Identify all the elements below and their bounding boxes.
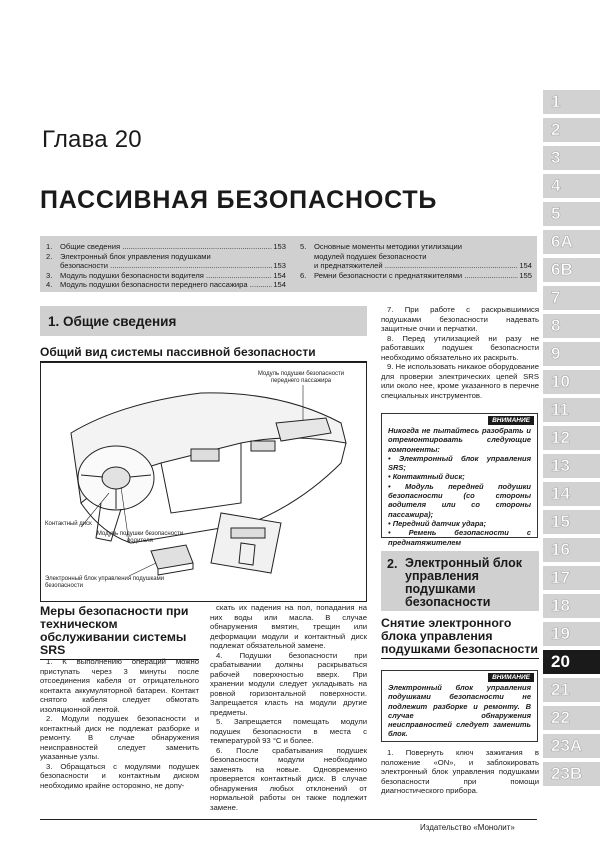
toc-entry-title: Ремни безопасности с преднатяжителями ..... [314,271,518,281]
chapter-tab-15[interactable] [543,510,600,534]
chapter-tab-label: 6B [551,260,573,279]
chapter-tab-label: 1 [551,92,561,111]
paragraph: 3. Обращаться с модулями подушек безопасности и контактным диском необходимо крайне осторожно, не допу- [40,761,199,790]
toc-entry-page: 154 [519,261,532,271]
chapter-title: ПАССИВНАЯ БЕЗОПАСНОСТЬ [40,186,438,214]
chapter-tab-label: 17 [551,568,570,587]
chapter-tab-label: 23B [551,764,583,783]
chapter-tab-label: 2 [551,120,561,139]
text-column-c [381,305,539,400]
paragraph: • Передний датчик удара; [388,518,487,528]
toc-entry-title: Общие сведения ..... [60,242,272,252]
chapter-tab-22[interactable] [543,706,600,730]
chapter-tab-label: 21 [551,680,570,699]
label-driver-module: Модуль подушки безопасности водителя [96,531,184,544]
chapter-tab-11[interactable] [543,398,600,422]
warning-badge: ВНИМАНИЕ [488,416,534,425]
chapter-tab-2[interactable] [543,118,600,142]
paragraph: 4. Подушки безопасности при срабатывании должны раскрываться рабочей поверхностью вверх. При хранении модули следует укладывать на ровной горизонтальной поверхности. Запрещается класть на модули другие предметы. [210,650,367,717]
toc-entry-title: Электронный блок управления подушками [60,251,211,261]
toc-entry-number: 2. [46,251,53,261]
chapter-tab-3[interactable] [543,146,600,170]
table-of-contents [40,236,537,292]
toc-entry [300,261,532,271]
paragraph: скать их падения на пол, попадания на них воды или масла. В случае обнаружения вмятин, трещин или деформации модули и контактный диск подлежат обязательной замене. [210,603,367,650]
figure-title-text: Общий вид системы пассивной безопасности [40,345,316,359]
ecu-title-rule [381,658,539,659]
chapter-tab-9[interactable] [543,342,600,366]
chapter-tab-label: 8 [551,316,561,335]
paragraph: • Модуль передней подушки безопасности (со стороны водителя или со стороны пассажира); [388,481,531,519]
toc-entry [46,261,286,271]
warning-box-components [381,413,538,547]
ecu-removal-title [381,617,539,659]
section-heading-general [40,306,367,336]
chapter-tab-18[interactable] [543,594,600,618]
toc-right-column [300,242,532,280]
toc-entry-title: безопасности ..... [60,261,272,271]
toc-entry-title: модулей подушек безопасности [314,251,427,261]
chapter-tab-label: 7 [551,288,561,307]
chapter-tab-label: 13 [551,456,570,475]
paragraph: 1. Повернуть ключ зажигания в положение «ON», и заблокировать электронный блок управления подушками безопасности при помощи диагностического прибора. [381,748,539,795]
chapter-tab-13[interactable] [543,454,600,478]
label-contact-disc: Контактный диск [45,521,92,527]
toc-entry-title: Модуль подушки безопасности переднего пассажира ..... [60,280,272,290]
toc-entry-number: 5. [300,242,307,251]
chapter-tab-21[interactable] [543,678,600,702]
section-number: 2. [387,557,398,571]
chapter-tab-label: 23A [551,736,583,755]
chapter-tab-label: 15 [551,512,570,531]
warning-text [388,683,531,739]
paragraph: • Ремень безопасности с преднатяжителем [388,528,531,547]
section-heading-text: 1. Общие сведения [48,314,177,329]
chapter-tab-23b[interactable] [543,762,600,786]
chapter-tab-label: 18 [551,596,570,615]
paragraph: 6. После срабатывания подушек безопасности модули необходимо заменять на новые. Одновременно проверяется контактный диск. В случае обнаружения любых отклонений от нормальной работы он также подлежит замене. [210,745,367,812]
toc-entry [300,242,532,252]
toc-entry-page: 154 [273,280,286,290]
toc-left-column [46,242,286,290]
safety-measures-title-text: Меры безопасности при техническом обслуживании системы SRS [40,604,189,657]
label-ecu: Электронный блок управления подушками безопасности [45,576,165,589]
paragraph: 2. Модули подушек безопасности и контактный диск не подлежат разборке и ремонту. В случае обнаружения неисправностей следует заменить указанные узлы. [40,714,199,761]
toc-entry [46,242,286,252]
dashboard-illustration [41,363,365,600]
toc-entry-number [300,252,314,262]
chapter-tab-label: 9 [551,344,561,363]
text-column-a [40,657,199,790]
toc-entry-number [300,261,314,271]
chapter-tab-17[interactable] [543,566,600,590]
paragraph: 9. Не использовать никакое оборудование для проверки электрических цепей SRS или около нее, кроме указанного в перечне специальных инструментов. [381,362,539,400]
chapter-tab-label: 14 [551,484,570,503]
chapter-tab-12[interactable] [543,426,600,450]
paragraph: 8. Перед утилизацией ни разу не работавших подушек безопасности необходимо обязательно их раскрыть. [381,333,539,362]
toc-entry-title: Модуль подушки безопасности водителя ..... [60,271,272,281]
chapter-tab-label: 6A [551,232,573,251]
toc-entry-number: 4. [46,280,53,290]
toc-entry-page: 153 [273,261,286,271]
warning-paragraph: Электронный блок управления подушками безопасности не подлежит разборке и ремонту. В случае обнаружения неисправностей следует заменить блок. [388,683,531,739]
chapter-tab-label: 22 [551,708,570,727]
warning-text [388,426,531,547]
paragraph: 5. Запрещается помещать модули подушек безопасности в места с температурой 93 °С и более. [210,717,367,745]
section-heading-ecu [381,551,539,611]
label-passenger-module: Модуль подушки безопасности переднего пассажира [257,371,345,384]
chapter-tab-23a[interactable] [543,734,600,758]
toc-entry [46,271,286,281]
chapter-tab-10[interactable] [543,370,600,394]
chapter-tab-6b[interactable] [543,258,600,282]
publisher: Издательство «Монолит» [420,823,515,832]
toc-entry-page [285,252,286,262]
toc-entry-page: 154 [273,270,286,280]
chapter-tab-label: 11 [551,400,569,419]
toc-entry [300,252,532,262]
toc-entry-page: 155 [519,270,532,280]
ecu-removal-title-text: Снятие электронного блока управления подушками безопасности [381,616,538,656]
toc-entry-page [531,252,532,262]
paragraph: Никогда не пытайтесь разобрать и отремонтировать следующие компоненты: [388,426,531,454]
chapter-tab-7[interactable] [543,286,600,310]
paragraph: • Электронный блок управления SRS; [388,453,531,473]
toc-entry-page: 153 [273,242,286,251]
chapter-tab-8[interactable] [543,314,600,338]
toc-entry-number [46,261,60,271]
text-column-b [210,603,367,812]
toc-entry-number: 6. [300,270,307,280]
chapter-tab-1[interactable] [543,90,600,114]
chapter-tab-5[interactable] [543,202,600,226]
chapter-tab-label: 4 [551,176,561,195]
paragraph: 1. К выполнению операций можно приступать через 3 минуты после отсоединения кабеля от отрицательного контакта аккумуляторной батареи. Контакт снятого кабеля следует обмотать изоляционной лентой. [40,657,199,714]
paragraph: • Контактный диск; [388,472,465,482]
toc-entry [46,280,286,290]
safety-measures-title [40,605,199,660]
chapter-tab-label: 20 [551,652,570,671]
figure-title [40,345,367,362]
chapter-tab-label: 5 [551,204,561,223]
chapter-tab-20[interactable] [543,650,600,674]
warning-box-ecu [381,670,538,742]
chapter-tab-4[interactable] [543,174,600,198]
chapter-tab-label: 3 [551,148,561,167]
section-heading-text: Электронный блок управления подушками безопасности [405,556,522,609]
chapter-tab-label: 16 [551,540,570,559]
warning-badge: ВНИМАНИЕ [488,673,534,682]
toc-entry-number: 1. [46,242,53,251]
toc-entry-page [531,242,532,252]
chapter-tab-16[interactable] [543,538,600,562]
chapter-tab-19[interactable] [543,622,600,646]
passive-safety-figure [40,362,367,602]
chapter-tab-label: 10 [551,372,570,391]
footer-rule [40,819,537,820]
chapter-tab-6a[interactable] [543,230,600,254]
text-column-d [381,748,539,796]
toc-entry-title: Основные моменты методики утилизации [314,242,462,251]
toc-entry [46,252,286,262]
chapter-label: Глава 20 [42,126,142,153]
chapter-tab-label: 12 [551,428,570,447]
chapter-tab-label: 19 [551,624,570,643]
paragraph: 7. При работе с раскрывшимися подушками безопасности надевать защитные очки и перчатки. [381,305,539,333]
toc-entry [300,271,532,281]
toc-entry-number: 3. [46,270,53,280]
toc-entry-title: и преднатяжителей ..... [314,261,518,271]
chapter-tab-14[interactable] [543,482,600,506]
